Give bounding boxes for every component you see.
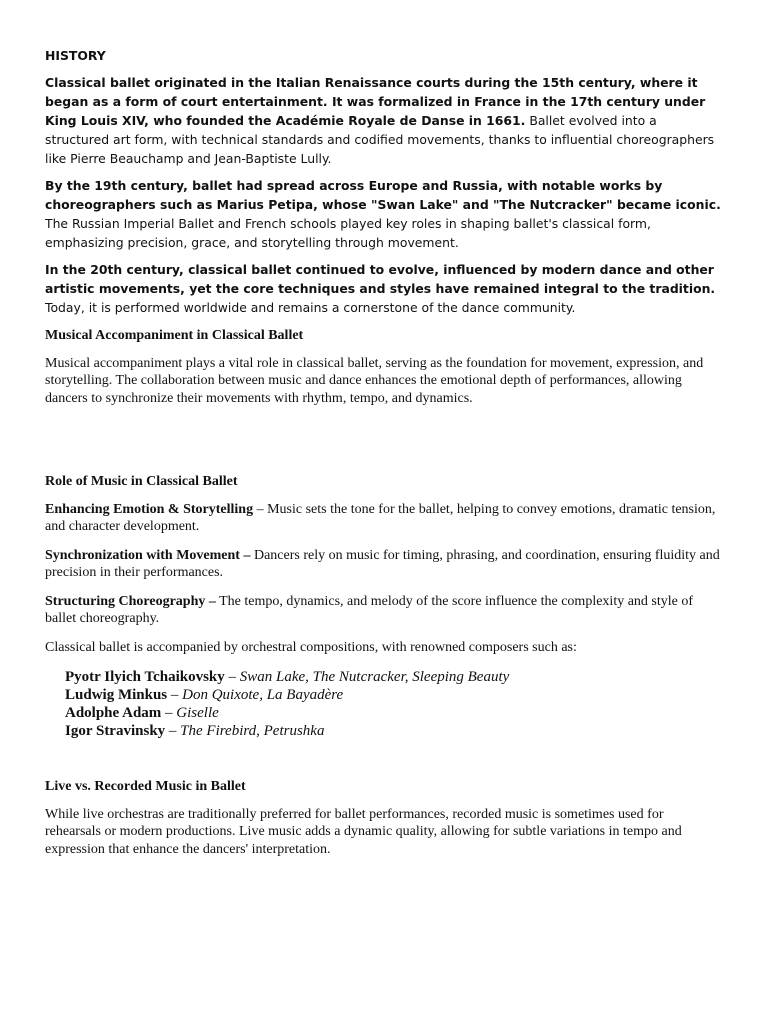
role-item-term: Structuring Choreography – (45, 593, 216, 609)
composer-works: Don Quixote, La Bayadère (182, 687, 344, 703)
composer-list (65, 668, 722, 740)
history-paragraph-3-text: Today, it is performed worldwide and remains a cornerstone of the dance community. (45, 300, 576, 315)
composer-name: Adolphe Adam (65, 705, 162, 721)
history-paragraph-2-bold: By the 19th century, ballet had spread across Europe and Russia, with notable works by choreographers such as Marius Petipa, whose "Swan Lake" and "The Nutcracker" became iconic. (45, 178, 721, 212)
composer-separator: – (167, 687, 183, 703)
role-item-description: Dancers rely on music for timing, phrasing, and coordination, ensuring fluidity and precision in their performances. (45, 547, 720, 580)
history-paragraph-1 (45, 73, 722, 168)
composer-name: Ludwig Minkus (65, 687, 168, 703)
role-item-description: The tempo, dynamics, and melody of the score influence the complexity and style of ballet choreography. (45, 593, 694, 626)
composer-name: Pyotr Ilyich Tchaikovsky (65, 669, 225, 685)
composers-intro: Classical ballet is accompanied by orchestral compositions, with renowned composers such as: (45, 639, 577, 655)
composer-separator: – (165, 723, 181, 739)
role-item (45, 501, 722, 536)
composer-entry (65, 686, 722, 704)
composer-works: The Firebird, Petrushka (180, 723, 325, 739)
composer-name: Igor Stravinsky (65, 723, 166, 739)
live-vs-recorded-body: While live orchestras are traditionally preferred for ballet performances, recorded music is sometimes used for rehearsals or modern productions. Live music adds a dynamic quality, allowing for subtle variations in tempo and expression that enhance the dancers' interpretation. (45, 806, 682, 857)
role-item-term: Enhancing Emotion & Storytelling (45, 501, 254, 517)
role-of-music-heading: Role of Music in Classical Ballet (45, 474, 238, 489)
musical-accompaniment-body: Musical accompaniment plays a vital role in classical ballet, serving as the foundation for movement, expression, and storytelling. The collaboration between music and dance enhances the emotional depth of performances, allowing dancers to synchronize their movements with rhythm, tempo, and dynamics. (45, 355, 704, 406)
history-heading: HISTORY (45, 48, 106, 63)
role-item (45, 547, 722, 582)
history-paragraph-1-bold: Classical ballet originated in the Italian Renaissance courts during the 15th century, where it began as a form of court entertainment. It was formalized in France in the 17th century under King Louis XIV, who founded the Académie Royale de Danse in 1661. (45, 75, 706, 128)
history-paragraph-3-bold: In the 20th century, classical ballet continued to evolve, influenced by modern dance and other artistic movements, yet the core techniques and styles have remained integral to the tradition. (45, 262, 716, 296)
history-paragraph-3 (45, 260, 722, 317)
composer-entry (65, 722, 722, 740)
composer-entry (65, 704, 722, 722)
history-paragraph-2 (45, 176, 722, 252)
live-vs-recorded-heading: Live vs. Recorded Music in Ballet (45, 779, 246, 794)
composer-separator: – (161, 705, 177, 721)
musical-accompaniment-heading: Musical Accompaniment in Classical Ballet (45, 328, 304, 343)
history-paragraph-2-text: The Russian Imperial Ballet and French schools played key roles in shaping ballet's classical form, emphasizing precision, grace, and storytelling through movement. (45, 216, 651, 250)
composer-works: Giselle (176, 705, 219, 721)
composer-works: Swan Lake, The Nutcracker, Sleeping Beauty (239, 669, 510, 685)
role-item (45, 593, 722, 628)
history-paragraph-1-text: Ballet evolved into a structured art form, with technical standards and codified movements, thanks to influential choreographers like Pierre Beauchamp and Jean-Baptiste Lully. (45, 113, 715, 166)
composer-separator: – (224, 669, 240, 685)
composer-entry (65, 668, 722, 686)
role-item-term: Synchronization with Movement – (45, 547, 251, 563)
role-item-description: – Music sets the tone for the ballet, helping to convey emotions, dramatic tension, and character development. (45, 501, 716, 534)
